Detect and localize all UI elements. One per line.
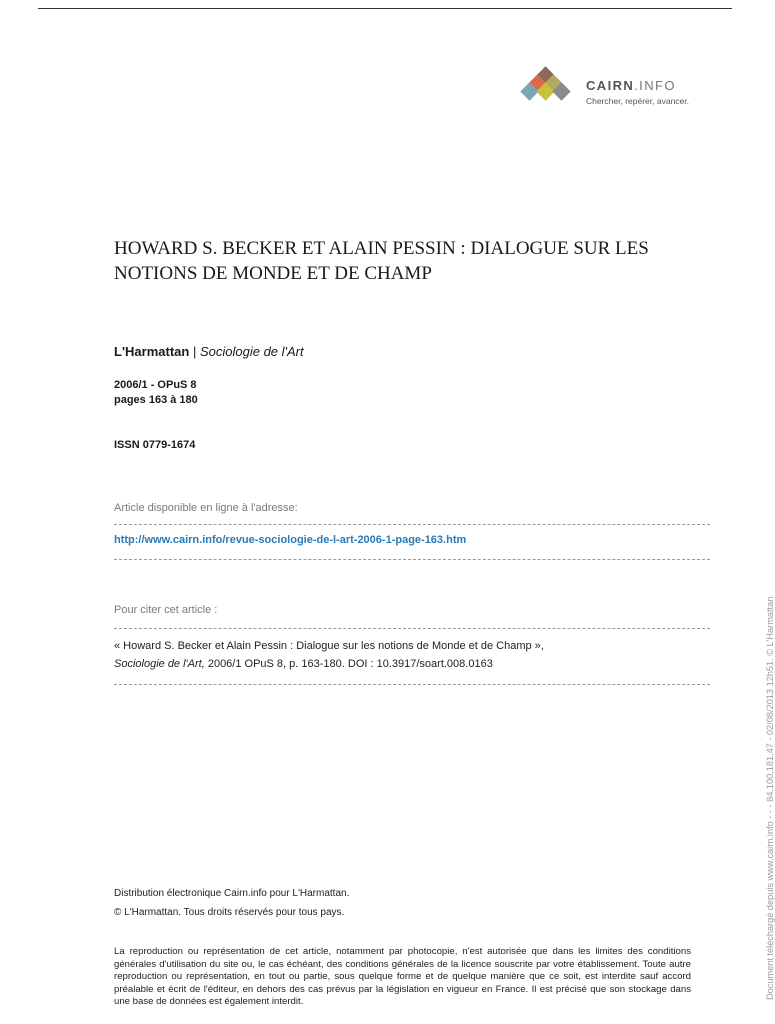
citation-journal: Sociologie de l'Art, (114, 658, 205, 670)
issue-number: 2006/1 - OPuS 8 (114, 379, 197, 391)
legal-notice: La reproduction ou représentation de cet article, notamment par photocopie, n'est autorisée que dans les limites des conditions générales d'utilisation du site ou, le cas échéant, des conditions générales de la licence souscrite par votre établissement. Toute autre reproduction ou représentation, en tout ou partie, sous quelque forme et de quelque manière que ce soit, est interdite sauf accord préalable et écrit de l'éditeur, en dehors des cas prévus par la législation en vigueur en France. Il est précisé que son stockage dans une base de données est également interdit. (114, 946, 691, 1008)
issue-info (114, 378, 198, 408)
logo-brand-suffix: .INFO (634, 78, 676, 93)
logo-mark-icon (514, 66, 576, 108)
cite-label: Pour citer cet article : (114, 604, 218, 616)
publisher-line (114, 344, 304, 359)
logo-tagline: Chercher, repérer, avancer. (586, 96, 690, 106)
download-side-note: Document téléchargé depuis www.cairn.info - - - 84.100.181.47 - 02/08/2013 12h51. © L'Harmattan (765, 596, 775, 1000)
page-range: pages 163 à 180 (114, 394, 198, 406)
cairn-logo[interactable] (514, 66, 714, 110)
distribution-line: Distribution électronique Cairn.info pour L'Harmattan. (114, 888, 350, 899)
citation-line-1: « Howard S. Becker et Alain Pessin : Dialogue sur les notions de Monde et de Champ », (114, 640, 544, 652)
divider-dashed (114, 524, 710, 525)
publisher-separator: | (192, 344, 197, 359)
top-rule (38, 8, 732, 9)
article-url-link[interactable]: http://www.cairn.info/revue-sociologie-de-l-art-2006-1-page-163.htm (114, 534, 467, 546)
logo-brand-name: CAIRN (586, 78, 635, 93)
article-title-line-2: NOTIONS DE MONDE ET DE CHAMP (114, 263, 432, 284)
article-title-line-1: HOWARD S. BECKER ET ALAIN PESSIN : DIALOGUE SUR LES (114, 238, 649, 259)
citation-details: 2006/1 OPuS 8, p. 163-180. DOI : 10.3917/soart.008.0163 (207, 658, 493, 670)
logo-brand (586, 78, 676, 93)
divider-dashed (114, 628, 710, 629)
citation-line-2 (114, 658, 493, 670)
copyright-line: © L'Harmattan. Tous droits réservés pour tous pays. (114, 907, 345, 918)
publisher-name: L'Harmattan (114, 344, 190, 359)
issn: ISSN 0779-1674 (114, 439, 196, 451)
divider-dashed (114, 559, 710, 560)
online-label: Article disponible en ligne à l'adresse: (114, 502, 298, 514)
journal-name: Sociologie de l'Art (199, 344, 304, 359)
article-title (114, 236, 694, 286)
divider-dashed (114, 684, 710, 685)
